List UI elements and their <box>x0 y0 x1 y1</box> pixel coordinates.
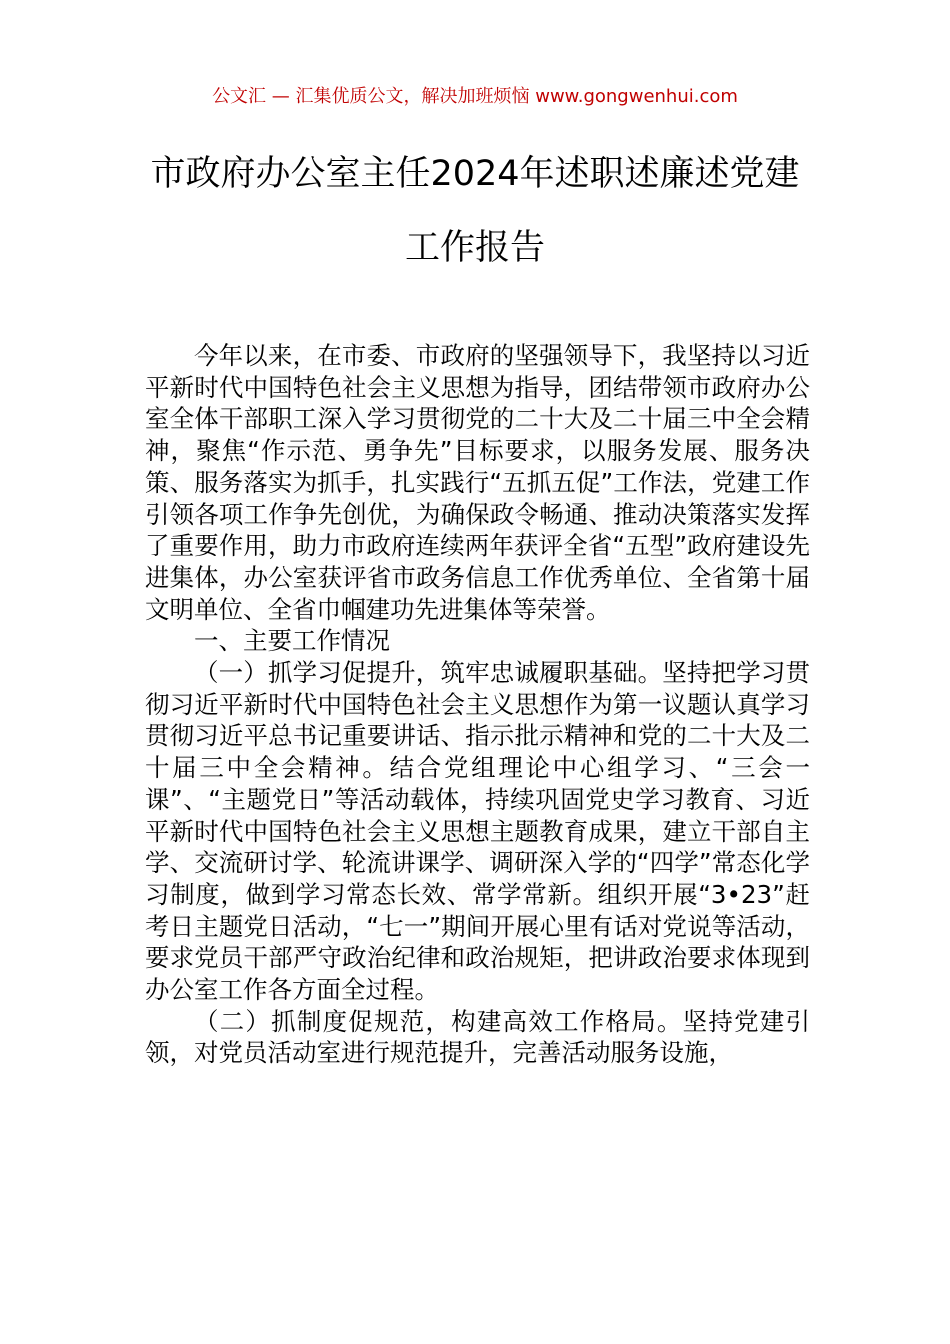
paragraph-intro: 今年以来，在市委、市政府的坚强领导下，我坚持以习近平新时代中国特色社会主义思想为指导，团结带领市政府办公室全体干部职工深入学习贯彻党的二十大及二十届三中全会精神，聚焦“作示范、勇争先”目标要求，以服务发展、服务决策、服务落实为抓手，扎实践行“五抓五促”工作法，党建工作引领各项工作争先创优，为确保政令畅通、推动决策落实发挥了重要作用，助力市政府连续两年获评全省“五型”政府建设先进集体，办公室获评省市政务信息工作优秀单位、全省第十届文明单位、全省巾帼建功先进集体等荣誉。 <box>145 341 810 624</box>
document-body <box>145 340 810 1069</box>
section-heading: 一、主要工作情况 <box>194 626 390 656</box>
document-title-line1: 市政府办公室主任2024年述职述廉述党建 <box>150 154 800 194</box>
document-title-line2: 工作报告 <box>404 228 545 268</box>
paragraph-system: （二）抓制度促规范，构建高效工作格局。坚持党建引领，对党员活动室进行规范提升，完善活动服务设施， <box>145 1006 810 1068</box>
paragraph-study: （一）抓学习促提升，筑牢忠诚履职基础。坚持把学习贯彻习近平新时代中国特色社会主义思想作为第一议题认真学习贯彻习近平总书记重要讲话、指示批示精神和党的二十大及二十届三中全会精神。结合党组理论中心组学习、“三会一课”、“主题党日”等活动载体，持续巩固党史学习教育、习近平新时代中国特色社会主义思想主题教育成果，建立干部自主学、交流研讨学、轮流讲课学、调研深入学的“四学”常态化学习制度，做到学习常态长效、常学常新。组织开展“3•23”赶考日主题党日活动，“七一”期间开展心里有话对党说等活动，要求党员干部严守政治纪律和政治规矩，把讲政治要求体现到办公室工作各方面全过程。 <box>145 658 810 1005</box>
header-watermark: 公文汇 — 汇集优质公文，解决加班烦恼 www.gongwenhui.com <box>212 86 738 107</box>
